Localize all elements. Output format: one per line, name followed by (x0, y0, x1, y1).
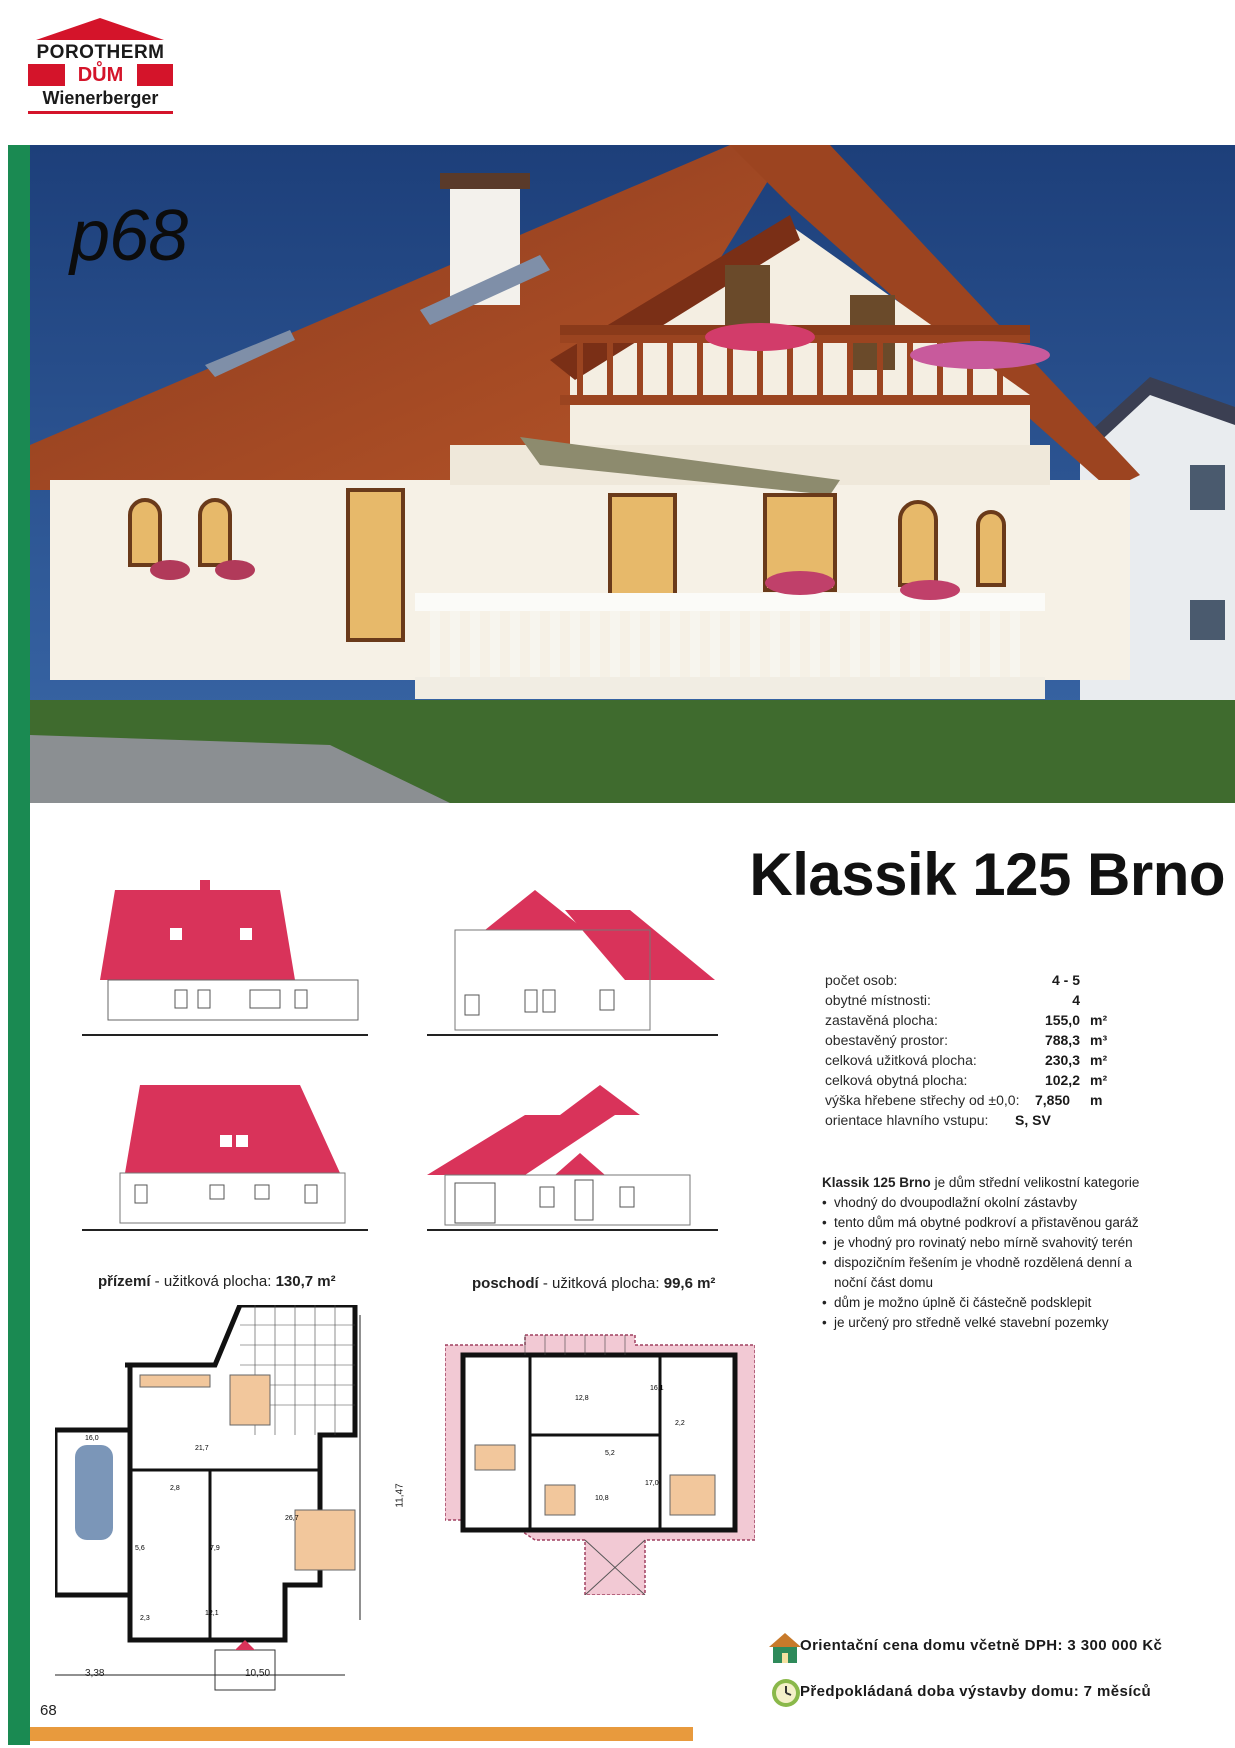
spec-row (825, 1050, 1185, 1070)
spec-unit (1080, 990, 1130, 1010)
elevation-front (80, 880, 370, 1040)
side-color-bar (8, 145, 30, 1745)
spec-label: orientace hlavního vstupu: (825, 1112, 989, 1128)
spec-unit: m² (1090, 1072, 1108, 1088)
description-lead-name: Klassik 125 Brno (822, 1175, 931, 1190)
room-area-label: 7,9 (210, 1545, 220, 1552)
spec-label: obytné místnosti: (825, 992, 931, 1008)
elevation-rear (80, 1075, 370, 1235)
feature-item: • vhodný do dvoupodlažní okolní zástavby (822, 1193, 1142, 1213)
spec-row (825, 1070, 1185, 1090)
spec-unit: m² (1090, 1012, 1108, 1028)
logo-line-2: DŮM (65, 64, 137, 86)
description (822, 1173, 1142, 1333)
spec-table (825, 970, 1185, 1130)
feature-item: • dispozičním řešením je vhodně rozdělená denní a noční část domu (822, 1253, 1142, 1293)
logo-line-3b: berger (102, 88, 159, 108)
house-photo (30, 145, 1235, 803)
spec-row (825, 1010, 1185, 1030)
room-area-label: 2,3 (140, 1615, 150, 1622)
room-area-label: 17,0 (645, 1480, 659, 1487)
spec-label: celková obytná plocha: (825, 1072, 968, 1088)
spec-row (825, 1090, 1185, 1110)
room-area-label: 5,6 (135, 1545, 145, 1552)
house-title: Klassik 125 Brno (749, 841, 1225, 908)
ground-floor-name: přízemí (98, 1273, 151, 1290)
spec-unit: m³ (1090, 1032, 1108, 1048)
bottom-color-bar (30, 1727, 693, 1741)
spec-label: zastavěná plocha: (825, 1012, 938, 1028)
room-area-label: 16,1 (650, 1385, 664, 1392)
description-lead (822, 1173, 1142, 1193)
feature-list (822, 1193, 1142, 1333)
elevation-right (425, 880, 720, 1040)
upper-floor-name: poschodí (472, 1275, 539, 1292)
dimension-label: 11,47 (394, 1483, 406, 1508)
feature-item: • je vhodný pro rovinatý nebo mírně svahovitý terén (822, 1233, 1142, 1253)
room-area-label: 12,1 (205, 1610, 219, 1617)
logo-roof-shape (36, 18, 164, 40)
upper-floor-plan (445, 1325, 755, 1595)
room-area-label: 5,2 (605, 1450, 615, 1457)
room-area-label: 16,0 (85, 1435, 99, 1442)
spec-value: 788,3 (1044, 1032, 1080, 1048)
logo-underline (28, 111, 173, 114)
spec-row (825, 970, 1185, 990)
room-area-label: 2,8 (170, 1485, 180, 1492)
house-code: p68 (70, 196, 188, 276)
room-area-label: 2,2 (675, 1420, 685, 1427)
spec-label: výška hřebene střechy od ±0,0: (825, 1092, 1020, 1108)
construction-duration: Předpokládaná doba výstavby domu: 7 měsíců (800, 1683, 1152, 1700)
house-icon (767, 1631, 803, 1665)
spec-row (825, 1030, 1185, 1050)
spec-value: 155,0 (1044, 1012, 1080, 1028)
logo-line-3 (28, 88, 173, 109)
spec-unit (1080, 1110, 1130, 1130)
spec-row (825, 990, 1185, 1010)
logo-line-3a: Wiener (42, 88, 103, 108)
spec-label: celková užitková plocha: (825, 1052, 977, 1068)
description-lead-text: je dům střední velikostní kategorie (930, 1175, 1140, 1190)
clock-icon (770, 1677, 802, 1709)
spec-label: počet osob: (825, 972, 898, 988)
feature-item: • je určený pro středně velké stavební pozemky (822, 1313, 1142, 1333)
logo-line-1: POROTHERM (36, 42, 165, 63)
ground-floor-plan (55, 1305, 410, 1705)
logo-line-2-band (28, 64, 173, 86)
ground-floor-caption (98, 1273, 336, 1290)
elevation-left (425, 1075, 720, 1235)
upper-floor-caption (472, 1275, 715, 1292)
room-area-label: 12,8 (575, 1395, 589, 1402)
spec-row (825, 1110, 1185, 1130)
spec-value: 4 (1072, 992, 1080, 1008)
room-area-label: 26,7 (285, 1515, 299, 1522)
spec-value: S, SV (1015, 1112, 1051, 1128)
upper-floor-area-label: - užitková plocha: (538, 1275, 664, 1292)
ground-floor-area: 130,7 m² (275, 1273, 336, 1290)
page-number: 68 (40, 1702, 57, 1719)
spec-unit (1080, 970, 1130, 990)
dimension-label: 10,50 (245, 1668, 271, 1679)
dimension-label: 3,38 (85, 1668, 105, 1679)
spec-value: 4 - 5 (1051, 972, 1080, 988)
spec-unit: m² (1090, 1052, 1108, 1068)
feature-item: • dům je možno úplně či částečně podsklepit (822, 1293, 1142, 1313)
price-info: Orientační cena domu včetně DPH: 3 300 000 Kč (800, 1637, 1163, 1654)
spec-value: 102,2 (1044, 1072, 1080, 1088)
spec-value: 230,3 (1044, 1052, 1080, 1068)
room-area-label: 21,7 (195, 1445, 209, 1452)
spec-value: 7,850 (1035, 1092, 1071, 1108)
room-area-label: 10,8 (595, 1495, 609, 1502)
upper-floor-area: 99,6 m² (663, 1275, 716, 1292)
spec-unit: m (1090, 1092, 1103, 1108)
porotherm-logo (28, 18, 173, 118)
feature-item: • tento dům má obytné podkroví a přistavěnou garáž (822, 1213, 1142, 1233)
ground-floor-area-label: - užitková plocha: (150, 1273, 276, 1290)
spec-label: obestavěný prostor: (825, 1032, 948, 1048)
